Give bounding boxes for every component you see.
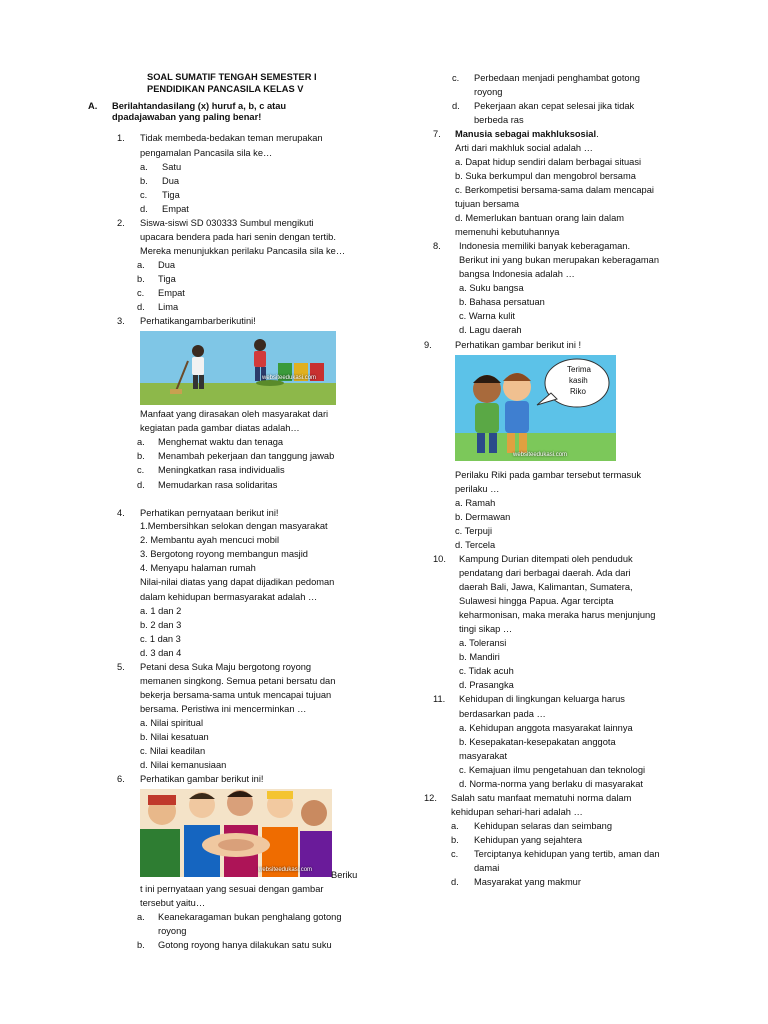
question-text: pengamalan Pancasila sila ke…	[140, 148, 273, 158]
doc-title-line2: PENDIDIKAN PANCASILA KELAS V	[147, 84, 304, 94]
question-title-dot: .	[596, 129, 599, 139]
question-text: bekerja bersama-sama untuk mencapai tujuan	[140, 690, 332, 700]
option-text: damai	[474, 863, 500, 873]
question-text: Berikut ini yang bukan merupakan keberagaman	[459, 255, 660, 265]
section-instruction-line1: Berilahtandasilang (x) huruf a, b, c atau	[112, 101, 287, 111]
option-text: Terciptanya kehidupan yang tertib, aman dan	[474, 849, 660, 859]
section-instruction-line2: dpadajawaban yang paling benar!	[112, 112, 262, 122]
question-text: kehidupan sehari-hari adalah …	[451, 807, 583, 817]
speech-bubble-line2: kasih	[569, 376, 588, 385]
option-text: royong	[474, 87, 503, 97]
option-text: d. Norma-norma yang berlaku di masyarakat	[459, 779, 643, 789]
option-text: c. 1 dan 3	[140, 634, 181, 644]
option-text: berbeda ras	[474, 115, 524, 125]
option-text: Dua	[162, 176, 180, 186]
option-text: a. Dapat hidup sendiri dalam berbagai situasi	[455, 157, 642, 167]
question-text: Nilai-nilai diatas yang dapat dijadikan pedoman	[140, 577, 335, 587]
question-text: Perilaku Riki pada gambar tersebut termasuk	[455, 470, 642, 480]
question-text: daerah Bali, Jawa, Kalimantan, Sumatera,	[459, 582, 633, 592]
option-letter: b.	[137, 451, 145, 461]
question-text: memanen singkong. Semua petani bersatu dan	[140, 676, 336, 686]
question-text: Kampung Durian ditempati oleh penduduk	[459, 554, 633, 564]
option-letter: d.	[140, 204, 148, 214]
option-text: b. Suka berkumpul dan mengobrol bersama	[455, 171, 636, 181]
cleaning-scene-icon	[140, 331, 336, 405]
option-text: masyarakat	[459, 751, 508, 761]
option-text: Kehidupan yang sejahtera	[474, 835, 583, 845]
option-text: a. Ramah	[455, 498, 496, 508]
option-text: c. Berkompetisi bersama-sama dalam mencapai	[455, 185, 654, 195]
option-text: b. Nilai kesatuan	[140, 732, 209, 742]
question-number: 4.	[117, 508, 125, 518]
question-text: Indonesia memiliki banyak keberagaman.	[459, 241, 631, 251]
option-text: Perbedaan menjadi penghambat gotong	[474, 73, 640, 83]
option-letter: c.	[140, 190, 148, 200]
option-letter: a.	[140, 162, 148, 172]
question-number: 3.	[117, 316, 125, 326]
friends-illustration	[455, 355, 616, 461]
option-letter: d.	[452, 101, 460, 111]
option-text: c. Tidak acuh	[459, 666, 514, 676]
question-text: bangsa Indonesia adalah …	[459, 269, 575, 279]
question-text: Perhatikangambarberikutini!	[140, 316, 256, 326]
question-text: perilaku …	[455, 484, 500, 494]
option-text: b. Kesepakatan-kesepakatan anggota	[459, 737, 616, 747]
option-letter: a.	[137, 912, 145, 922]
question-text: dalam kehidupan bermasyarakat adalah …	[140, 592, 318, 602]
option-text: Tiga	[158, 274, 176, 284]
option-text: d. Prasangka	[459, 680, 514, 690]
question-text: Petani desa Suka Maju bergotong royong	[140, 662, 312, 672]
option-text: Meningkatkan rasa individualis	[158, 465, 285, 475]
question-number: 2.	[117, 218, 125, 228]
option-text: a. Kehidupan anggota masyarakat lainnya	[459, 723, 633, 733]
option-text: Empat	[158, 288, 185, 298]
option-text: Memudarkan rasa solidaritas	[158, 480, 278, 490]
question-number: 10.	[433, 554, 446, 564]
option-text: Gotong royong hanya dilakukan satu suku	[158, 940, 332, 950]
option-text: d. 3 dan 4	[140, 648, 182, 658]
option-letter: c.	[451, 849, 459, 859]
doc-title-line1: SOAL SUMATIF TENGAH SEMESTER I	[147, 72, 317, 82]
option-text: Pekerjaan akan cepat selesai jika tidak	[474, 101, 635, 111]
question-text: Tidak membeda-bedakan teman merupakan	[140, 133, 323, 143]
option-text: Satu	[162, 162, 182, 172]
option-text: c. Kemajuan ilmu pengetahuan dan teknologi	[459, 765, 646, 775]
question-number: 12.	[424, 793, 437, 803]
question-number: 5.	[117, 662, 125, 672]
option-text: c. Terpuji	[455, 526, 493, 536]
option-text: royong	[158, 926, 187, 936]
option-text: Kehidupan selaras dan seimbang	[474, 821, 613, 831]
question-text: pendatang dari berbagai daerah. Ada dari	[459, 568, 631, 578]
question-text: Arti dari makhluk social adalah …	[455, 143, 593, 153]
option-text: Masyarakat yang makmur	[474, 877, 581, 887]
question-number: 6.	[117, 774, 125, 784]
option-text: d. Memerlukan bantuan orang lain dalam	[455, 213, 624, 223]
option-text: Lima	[158, 302, 179, 312]
option-text: c. Warna kulit	[459, 311, 515, 321]
question-number: 1.	[117, 133, 125, 143]
question-text: Kehidupan di lingkungan keluarga harus	[459, 694, 625, 704]
option-letter: a.	[137, 437, 145, 447]
option-text: memenuhi kebutuhannya	[455, 227, 560, 237]
question-text: tingi sikap …	[459, 624, 513, 634]
option-text: d. Nilai kemanusiaan	[140, 760, 227, 770]
option-letter: d.	[137, 480, 145, 490]
question-number: 9.	[424, 340, 432, 350]
question-text: Perhatikan gambar berikut ini!	[140, 774, 264, 784]
option-letter: d.	[137, 302, 145, 312]
option-letter: b.	[451, 835, 459, 845]
option-letter: b.	[137, 940, 145, 950]
option-text: b. Mandiri	[459, 652, 500, 662]
option-letter: b.	[137, 274, 145, 284]
question-number: 8.	[433, 241, 441, 251]
option-text: Keanekaragaman bukan penghalang gotong	[158, 912, 342, 922]
option-text: d. Lagu daerah	[459, 325, 522, 335]
question-text: Siswa-siswi SD 030333 Sumbul mengikuti	[140, 218, 314, 228]
option-text: Menambah pekerjaan dan tanggung jawab	[158, 451, 335, 461]
question-number: 11.	[433, 694, 446, 704]
option-text: c. Nilai keadilan	[140, 746, 206, 756]
speech-bubble-line3: Riko	[570, 387, 587, 396]
question-text: Perhatikan gambar berikut ini !	[455, 340, 582, 350]
image-watermark: websiteedukasi.com	[258, 867, 313, 873]
image-watermark: websiteedukasi.com	[513, 452, 568, 458]
question-title-text: Manusia sebagai makhluksosial	[455, 129, 597, 139]
question-text: t ini pernyataan yang sesuai dengan gambar	[140, 884, 324, 894]
image-watermark: websiteedukasi.com	[262, 375, 317, 381]
question-text: kegiatan pada gambar diatas adalah…	[140, 423, 300, 433]
statement: 1.Membersihkan selokan dengan masyarakat	[140, 521, 328, 531]
option-text: a. Toleransi	[459, 638, 507, 648]
question-text: berdasarkan pada …	[459, 709, 546, 719]
option-letter: a.	[451, 821, 459, 831]
speech-bubble-line1: Terima	[567, 365, 592, 374]
question-number: 7.	[433, 129, 441, 139]
option-text: a. Suku bangsa	[459, 283, 524, 293]
option-text: a. 1 dan 2	[140, 606, 182, 616]
option-text: Dua	[158, 260, 176, 270]
option-text: a. Nilai spiritual	[140, 718, 204, 728]
option-letter: a.	[137, 260, 145, 270]
question-text: Salah satu manfaat mematuhi norma dalam	[451, 793, 632, 803]
section-marker: A.	[88, 101, 98, 111]
teamwork-scene-icon	[140, 789, 332, 877]
option-text: d. Tercela	[455, 540, 496, 550]
option-letter: c.	[137, 465, 145, 475]
option-text: b. Bahasa persatuan	[459, 297, 545, 307]
statement: 4. Menyapu halaman rumah	[140, 563, 256, 573]
option-text: Empat	[162, 204, 189, 214]
option-text: Tiga	[162, 190, 180, 200]
question-text: Manfaat yang dirasakan oleh masyarakat dari	[140, 409, 329, 419]
cleaning-illustration	[140, 331, 336, 405]
option-text: Menghemat waktu dan tenaga	[158, 437, 284, 447]
question-text: Sulawesi hingga Papua. Agar tercipta	[459, 596, 614, 606]
teamwork-hands-illustration	[140, 789, 332, 877]
statement: 3. Bergotong royong membangun masjid	[140, 549, 308, 559]
option-letter: b.	[140, 176, 148, 186]
statement: 2. Membantu ayah mencuci mobil	[140, 535, 280, 545]
option-letter: c.	[137, 288, 145, 298]
question-title	[455, 129, 599, 140]
question-text: upacara bendera pada hari senin dengan tertib.	[140, 232, 336, 242]
question-text: keharmonisan, maka meraka harus menjunjung	[459, 610, 656, 620]
option-text: tujuan bersama	[455, 199, 520, 209]
friends-scene-icon	[455, 355, 616, 461]
question-text: Perhatikan pernyataan berikut ini!	[140, 508, 279, 518]
question-text: tersebut yaitu…	[140, 898, 206, 908]
option-letter: d.	[451, 877, 459, 887]
question-text: bersama. Peristiwa ini mencerminkan …	[140, 704, 307, 714]
option-text: b. 2 dan 3	[140, 620, 182, 630]
question-text: Mereka menunjukkan perilaku Pancasila sila ke…	[140, 246, 346, 256]
option-letter: c.	[452, 73, 460, 83]
question-text: Beriku	[331, 870, 358, 880]
option-text: b. Dermawan	[455, 512, 511, 522]
